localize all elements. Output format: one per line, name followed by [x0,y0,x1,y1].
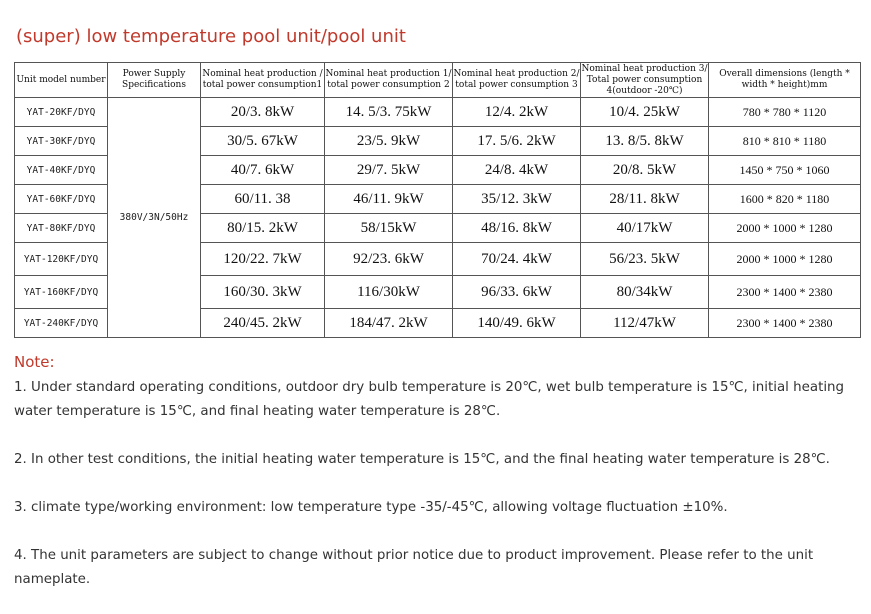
cell-heat-1: 120/22. 7kW [201,243,325,276]
cell-power-supply: 380V/3N/50Hz [108,98,201,338]
header-heat-3: Nominal heat production 2/ total power consumption 3 [453,63,581,98]
cell-dimensions: 2000 * 1000 * 1280 [709,214,861,243]
cell-heat-4: 80/34kW [581,276,709,309]
cell-heat-3: 48/16. 8kW [453,214,581,243]
cell-heat-4: 10/4. 25kW [581,98,709,127]
cell-dimensions: 2000 * 1000 * 1280 [709,243,861,276]
cell-model: YAT-60KF/DYQ [15,185,108,214]
cell-dimensions: 1450 * 750 * 1060 [709,156,861,185]
notes-title: Note: [14,353,55,371]
cell-dimensions: 780 * 780 * 1120 [709,98,861,127]
cell-model: YAT-120KF/DYQ [15,243,108,276]
cell-heat-3: 35/12. 3kW [453,185,581,214]
cell-heat-4: 13. 8/5. 8kW [581,127,709,156]
cell-heat-1: 160/30. 3kW [201,276,325,309]
header-heat-1: Nominal heat production / total power consumption1 [201,63,325,98]
cell-heat-2: 23/5. 9kW [325,127,453,156]
cell-heat-2: 184/47. 2kW [325,309,453,338]
spec-table [14,62,861,338]
cell-heat-4: 20/8. 5kW [581,156,709,185]
cell-heat-1: 40/7. 6kW [201,156,325,185]
table-header-row [15,63,861,98]
cell-heat-3: 12/4. 2kW [453,98,581,127]
cell-heat-2: 29/7. 5kW [325,156,453,185]
cell-model: YAT-240KF/DYQ [15,309,108,338]
cell-heat-3: 140/49. 6kW [453,309,581,338]
cell-dimensions: 2300 * 1400 * 2380 [709,276,861,309]
header-dimensions: Overall dimensions (length * width * height)mm [709,63,861,98]
cell-dimensions: 810 * 810 * 1180 [709,127,861,156]
cell-heat-4: 56/23. 5kW [581,243,709,276]
cell-heat-2: 92/23. 6kW [325,243,453,276]
cell-heat-4: 28/11. 8kW [581,185,709,214]
table-row [15,98,861,127]
header-model: Unit model number [15,63,108,98]
note-item: 2. In other test conditions, the initial heating water temperature is 15℃, and the final heating water temperature is 28℃. [14,452,830,467]
header-heat-4: Nominal heat production 3/ Total power consumption 4(outdoor -20℃) [581,63,708,96]
cell-heat-1: 80/15. 2kW [201,214,325,243]
cell-heat-2: 58/15kW [325,214,453,243]
cell-heat-3: 17. 5/6. 2kW [453,127,581,156]
header-heat-2: Nominal heat production 1/ total power consumption 2 [325,63,453,98]
notes-section [14,350,859,592]
cell-heat-3: 70/24. 4kW [453,243,581,276]
cell-heat-2: 116/30kW [325,276,453,309]
cell-model: YAT-80KF/DYQ [15,214,108,243]
cell-model: YAT-20KF/DYQ [15,98,108,127]
cell-model: YAT-160KF/DYQ [15,276,108,309]
cell-heat-3: 24/8. 4kW [453,156,581,185]
cell-heat-4: 112/47kW [581,309,709,338]
header-power-supply: Power Supply Specifications [108,63,201,98]
note-item: 3. climate type/working environment: low temperature type -35/-45℃, allowing voltage fluctuation ±10%. [14,500,728,515]
cell-heat-3: 96/33. 6kW [453,276,581,309]
cell-heat-1: 240/45. 2kW [201,309,325,338]
note-item: 1. Under standard operating conditions, outdoor dry bulb temperature is 20℃, wet bulb temperature is 15℃, initial heating water temperature is 15℃, and final heating water temperature is 28℃. [14,380,845,419]
note-item: 4. The unit parameters are subject to change without prior notice due to product improvement. Please refer to the unit nameplate. [14,548,814,587]
cell-heat-2: 46/11. 9kW [325,185,453,214]
cell-heat-2: 14. 5/3. 75kW [325,98,453,127]
cell-heat-4: 40/17kW [581,214,709,243]
page-title: (super) low temperature pool unit/pool unit [16,26,406,47]
cell-model: YAT-30KF/DYQ [15,127,108,156]
cell-heat-1: 20/3. 8kW [201,98,325,127]
cell-heat-1: 30/5. 67kW [201,127,325,156]
cell-heat-1: 60/11. 38 [201,185,325,214]
cell-dimensions: 2300 * 1400 * 2380 [709,309,861,338]
cell-dimensions: 1600 * 820 * 1180 [709,185,861,214]
cell-model: YAT-40KF/DYQ [15,156,108,185]
